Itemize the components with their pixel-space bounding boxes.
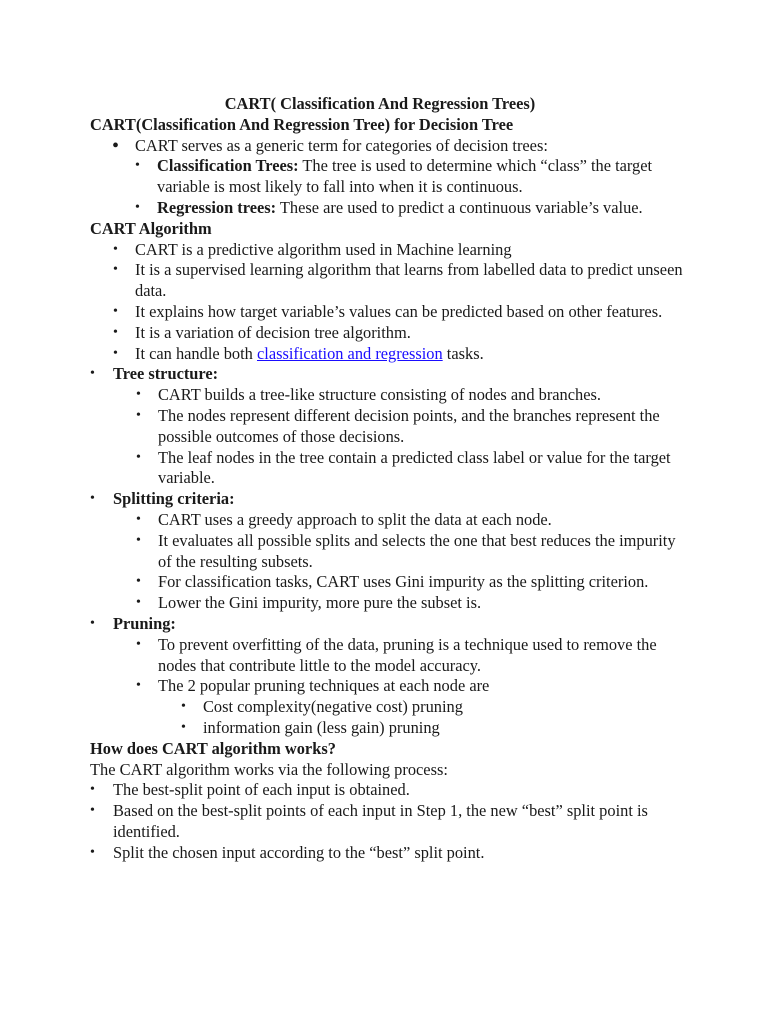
topic-tree-structure — [113, 364, 690, 489]
topic-heading: Pruning: — [113, 613, 176, 633]
list-item: • Based on the best-split points of each input in Step 1, the new “best” split point is identified. — [113, 801, 690, 843]
topic-list — [90, 364, 690, 738]
list-item: • To prevent overfitting of the data, pruning is a technique used to remove the nodes that contribute little to the model accuracy. — [158, 635, 690, 677]
list-item: • Lower the Gini impurity, more pure the subset is. — [158, 593, 690, 614]
list-item — [157, 198, 690, 219]
sub-sub-bullet-list — [158, 697, 690, 739]
sub-bullet-list — [113, 635, 690, 739]
section-heading-cart-decision-tree: CART(Classification And Regression Tree) for Decision Tree — [90, 114, 514, 134]
bullet-list — [90, 136, 690, 219]
classification-regression-link[interactable]: classification and regression — [256, 343, 443, 363]
list-item-text: tasks. — [442, 343, 484, 363]
list-item-text: These are used to predict a continuous variable’s value. — [276, 197, 643, 217]
list-item — [135, 136, 690, 219]
list-item-text: CART serves as a generic term for categories of decision trees: — [135, 135, 548, 155]
bullet-list — [90, 240, 690, 365]
list-item: • For classification tasks, CART uses Gini impurity as the splitting criterion. — [158, 572, 690, 593]
list-item: • CART uses a greedy approach to split the data at each node. — [158, 510, 690, 531]
section-heading-cart-algorithm: CART Algorithm — [90, 218, 212, 238]
topic-splitting-criteria — [113, 489, 690, 614]
list-item: • CART builds a tree-like structure consisting of nodes and branches. — [158, 385, 690, 406]
document-title: CART( Classification And Regression Trees) — [224, 94, 536, 113]
list-item: • The best-split point of each input is obtained. — [113, 780, 690, 801]
topic-heading: Splitting criteria: — [113, 489, 235, 509]
list-item: • It is a variation of decision tree algorithm. — [135, 323, 690, 344]
list-item: • It explains how target variable’s values can be predicted based on other features. — [135, 302, 690, 323]
sub-bullet-list — [135, 156, 690, 218]
list-item-text: It can handle both — [135, 343, 257, 363]
list-item-text: The tree is used to determine which “class” the target variable is most likely to fall into when it is continuous. — [157, 156, 653, 197]
list-item: • It evaluates all possible splits and selects the one that best reduces the impurity of the resulting subsets. — [158, 531, 690, 573]
section-intro: The CART algorithm works via the following process: — [90, 759, 448, 779]
topic-pruning — [113, 614, 690, 739]
list-item: • CART is a predictive algorithm used in Machine learning — [135, 240, 690, 261]
sub-bullet-list — [113, 385, 690, 489]
list-item: • It is a supervised learning algorithm that learns from labelled data to predict unseen data. — [135, 260, 690, 302]
topic-heading: Tree structure: — [113, 364, 219, 384]
sub-bullet-list — [113, 510, 690, 614]
list-item — [158, 676, 690, 738]
term-regression-trees: Regression trees: — [157, 197, 277, 217]
bullet-list — [90, 780, 690, 863]
list-item: • The leaf nodes in the tree contain a predicted class label or value for the target variable. — [158, 448, 690, 490]
list-item-text: The 2 popular pruning techniques at each node are — [158, 676, 490, 696]
list-item: • Cost complexity(negative cost) pruning — [203, 697, 690, 718]
term-classification-trees: Classification Trees: — [157, 156, 299, 176]
list-item — [135, 344, 690, 365]
list-item — [157, 156, 690, 198]
list-item: • Split the chosen input according to the “best” split point. — [113, 843, 690, 864]
section-heading-how-cart-works: How does CART algorithm works? — [90, 738, 336, 758]
list-item: • information gain (less gain) pruning — [203, 718, 690, 739]
document-content — [90, 94, 690, 863]
list-item: • The nodes represent different decision points, and the branches represent the possible outcomes of those decisions. — [158, 406, 690, 448]
